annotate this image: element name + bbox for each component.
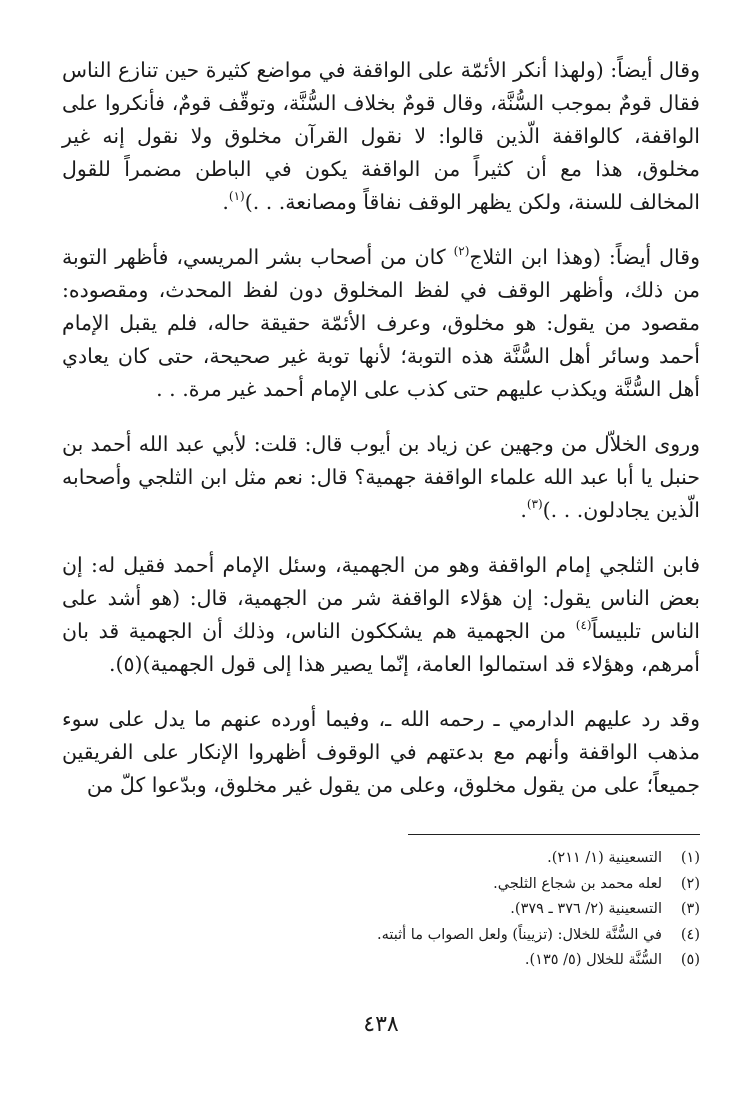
paragraph-tail: . bbox=[222, 190, 229, 214]
footnote-number: (٥) bbox=[680, 952, 700, 968]
footnote-list bbox=[62, 846, 700, 974]
paragraph-text: فابن الثلجي إمام الواقفة وهو من الجهمية، وسئل الإمام أحمد فقيل له: إن بعض الناس يقول: إن هؤلاء الواقفة شر من الجهمية، قال: (هو أشد على الناس تلبيساً bbox=[62, 553, 700, 643]
footnote-text: لعله محمد بن شجاع الثلجي. bbox=[493, 875, 662, 892]
footnote-divider bbox=[408, 834, 700, 835]
paragraph bbox=[62, 54, 700, 219]
page-number: ٤٣٨ bbox=[363, 1012, 399, 1037]
footnote-item bbox=[62, 872, 700, 898]
footnote-item bbox=[62, 897, 700, 923]
footnote-item bbox=[62, 846, 700, 872]
footnote-text: التسعينية (١/ ٢١١). bbox=[547, 850, 662, 866]
footnote-number: (٤) bbox=[680, 926, 700, 943]
footnote-ref: (٢) bbox=[453, 244, 470, 258]
paragraph bbox=[62, 549, 700, 681]
paragraph bbox=[62, 703, 700, 802]
footnote-text: التسعينية (٢/ ٣٧٦ ـ ٣٧٩). bbox=[510, 901, 662, 917]
footnote-text: في السُّنَّة للخلال: (تزييناً) ولعل الصواب ما أثبته. bbox=[377, 926, 662, 943]
book-page bbox=[62, 54, 700, 1037]
footnote-number: (٢) bbox=[680, 875, 700, 892]
paragraph-text: وروى الخلاّل من وجهين عن زياد بن أيوب قال: قلت: لأبي عبد الله أحمد بن حنبل يا أبا عبد الله علماء الواقفة جهمية؟ قال: نعم مثل ابن الثلجي وأصحابه الّذين يجادلون. . .) bbox=[62, 432, 700, 522]
paragraph-tail: . bbox=[520, 498, 527, 522]
paragraph-text: وقد رد عليهم الدارمي ـ رحمه الله ـ، وفيما أورده عنهم ما يدل على سوء مذهب الواقفة وأنهم مع بدعتهم في الوقوف أظهروا الإنكار على الفريقين جميعاً؛ على من يقول مخلوق، وعلى من يقول غير مخلوق، وبدّعوا كلّ من bbox=[62, 707, 700, 797]
paragraph-tail: كان من أصحاب بشر المريسي، فأظهر التوبة من ذلك، وأظهر الوقف في لفظ المخلوق دون لفظ المحدث، ومقصوده: مقصود من يقول: هو مخلوق، وعرف الأئمّة حقيقة حاله، فلم يقبل الإمام أحمد وسائر أهل السُّنَّة هذه التوبة؛ لأنها توبة غير صحيحة، حتى كان يعادي أهل السُّنَّة ويكذب عليهم حتى كذب على الإمام أحمد غير مرة. . . bbox=[62, 245, 700, 401]
paragraph-text: وقال أيضاً: (ولهذا أنكر الأئمّة على الواقفة في مواضع كثيرة حين تنازع الناس فقال قومٌ بموجب السُّنَّة، وقال قومٌ بخلاف السُّنَّة، وتوقّف قومٌ، فأنكروا على الواقفة، كالواقفة الّذين قالوا: لا نقول القرآن مخلوق ولا نقول إنه غير مخلوق، هذا مع أن كثيراً من الواقفة يكون في الباطن مضمراً للقول المخالف للسنة، ولكن يظهر الوقف نفاقاً ومصانعة. . .) bbox=[62, 58, 700, 214]
paragraph-tail: من الجهمية هم يشككون الناس، وذلك أن الجهمية قد بان أمرهم، وهؤلاء قد استمالوا العامة، إنّما يصير هذا إلى قول الجهمية)(٥). bbox=[62, 619, 700, 676]
footnote-number: (٣) bbox=[680, 901, 700, 917]
footnote-number: (١) bbox=[680, 850, 700, 866]
footnote-ref: (١) bbox=[228, 189, 245, 203]
paragraph bbox=[62, 428, 700, 527]
paragraph bbox=[62, 241, 700, 406]
footnote-ref: (٣) bbox=[526, 497, 543, 511]
footnote-ref: (٤) bbox=[575, 618, 592, 632]
footnote-item bbox=[62, 948, 700, 974]
footnote-text: السُّنَّة للخلال (٥/ ١٣٥). bbox=[524, 952, 662, 968]
footnote-item bbox=[62, 923, 700, 949]
paragraph-text: وقال أيضاً: (وهذا ابن الثلاج bbox=[469, 245, 700, 269]
